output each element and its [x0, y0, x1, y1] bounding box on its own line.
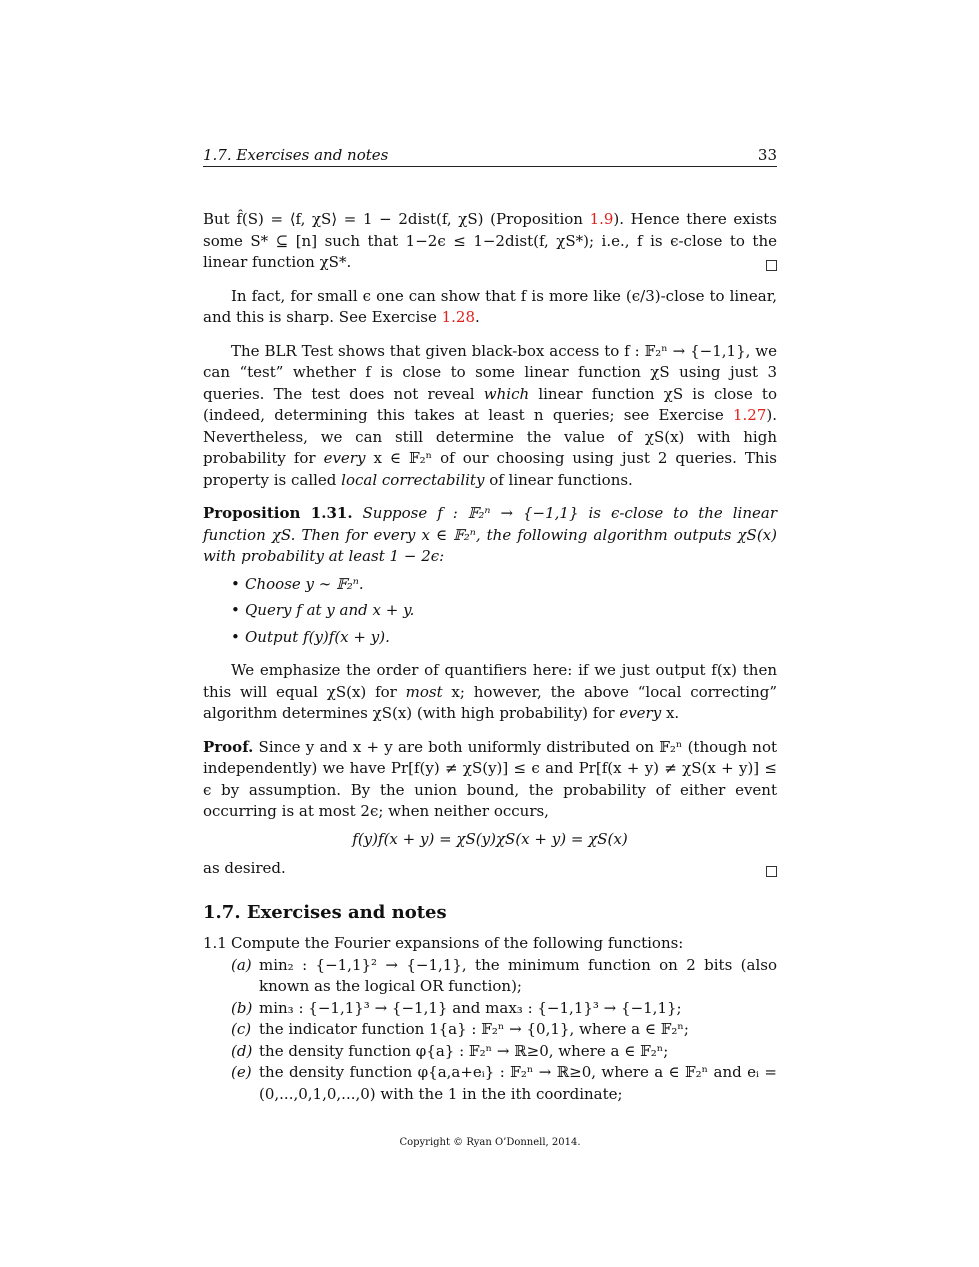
reference-link[interactable]: 1.9 — [589, 210, 614, 228]
list-item: (b) min₃ : {−1,1}³ → {−1,1} and max₃ : {−1,1}³ → {−1,1}; — [231, 998, 682, 1017]
display-equation: f(y)f(x + y) = χS(y)χS(x + y) = χS(x) — [352, 829, 628, 848]
running-header — [203, 146, 777, 167]
quantifier-paragraph: We emphasize the order of quantifiers here: if we just output f(x) then this will equal χS(x) for most x; however, the above “local correcting” algorithm determines χS(x) (with high probability) for every x. — [203, 661, 777, 722]
blr-paragraph: The BLR Test shows that given black-box access to f : 𝔽₂ⁿ → {−1,1}, we can “test” whether f is close to some linear function χS using just 3 queries. The test does not reveal which linear function χS is close to (indeed, determining this takes at least n queries; see Exercise 1.27). Nevertheless, we can still determine the value of χS(x) with high probability for every x ∈ 𝔽₂ⁿ of our choosing using just 2 queries. This property is called local correctability of linear functions. — [203, 341, 777, 489]
algorithm-steps — [203, 574, 777, 649]
proposition-label: Proposition 1.31. — [203, 504, 353, 522]
list-item: • Choose y ∼ 𝔽₂ⁿ. — [245, 574, 777, 596]
list-item: (c) the indicator function 1{a} : 𝔽₂ⁿ → {0,1}, where a ∈ 𝔽₂ⁿ; — [231, 1020, 689, 1038]
qed-box-icon — [766, 866, 777, 877]
proof-conclusion-paragraph: But f̂(S) = ⟨f, χS⟩ = 1 − 2dist(f, χS) (Proposition 1.9). Hence there exists some S* ⊆ [n] such that 1−2ϵ ≤ 1−2dist(f, χS*); i.e., f is ϵ-close to the linear function χS*. — [203, 210, 777, 271]
list-item: (d) the density function φ{a} : 𝔽₂ⁿ → ℝ≥0, where a ∈ 𝔽₂ⁿ; — [231, 1041, 669, 1060]
proof-label: Proof. — [203, 737, 254, 756]
bullet-icon: • — [231, 627, 240, 646]
proposition-statement: Suppose f : 𝔽₂ⁿ → {−1,1} is ϵ-close to the linear function χS. Then for every x ∈ 𝔽₂ⁿ, the following algorithm outputs χS(x) with probability at least 1 − 2ϵ: — [203, 504, 777, 565]
exercise-number: 1.1 — [203, 934, 227, 952]
reference-link[interactable]: 1.27 — [732, 406, 767, 424]
list-item: • Output f(y)f(x + y). — [245, 627, 777, 649]
proof-closing: as desired. — [203, 858, 777, 880]
bullet-icon: • — [231, 601, 240, 619]
list-item: • Query f at y and x + y. — [245, 600, 777, 622]
qed-box-icon — [766, 260, 777, 271]
list-item: (a) min₂ : {−1,1}² → {−1,1}, the minimum function on 2 bits (also known as the logical OR function); — [231, 955, 777, 995]
page-body — [203, 209, 777, 1105]
exercise-subitems — [203, 955, 777, 1106]
running-header-title: 1.7. Exercises and notes — [203, 146, 389, 164]
page-number: 33 — [757, 146, 777, 164]
sharpness-paragraph: In fact, for small ϵ one can show that f is more like (ϵ/3)-close to linear, and this is sharp. See Exercise 1.28. — [203, 286, 777, 326]
copyright-footer: Copyright © Ryan O’Donnell, 2014. — [399, 1137, 581, 1148]
section-heading: 1.7. Exercises and notes — [203, 901, 447, 923]
proof-paragraph: Proof. Since y and x + y are both uniformly distributed on 𝔽₂ⁿ (though not independently) we have Pr[f(y) ≠ χS(y)] ≤ ϵ and Pr[f(x + y) ≠ χS(x + y)] ≤ ϵ by assumption. By the union bound, the probability of either event occurring is at most 2ϵ; when neither occurs, — [203, 737, 777, 820]
exercise-1-1 — [203, 933, 777, 1105]
proposition — [203, 503, 777, 568]
bullet-icon: • — [231, 574, 240, 593]
reference-link[interactable]: 1.28 — [441, 308, 475, 326]
exercise-intro: Compute the Fourier expansions of the following functions: — [231, 934, 684, 952]
list-item: (e) the density function φ{a,a+eᵢ} : 𝔽₂ⁿ → ℝ≥0, where a ∈ 𝔽₂ⁿ and eᵢ = (0,...,0,1,0,...,0) with the 1 in the ith coordinate; — [231, 1063, 777, 1103]
